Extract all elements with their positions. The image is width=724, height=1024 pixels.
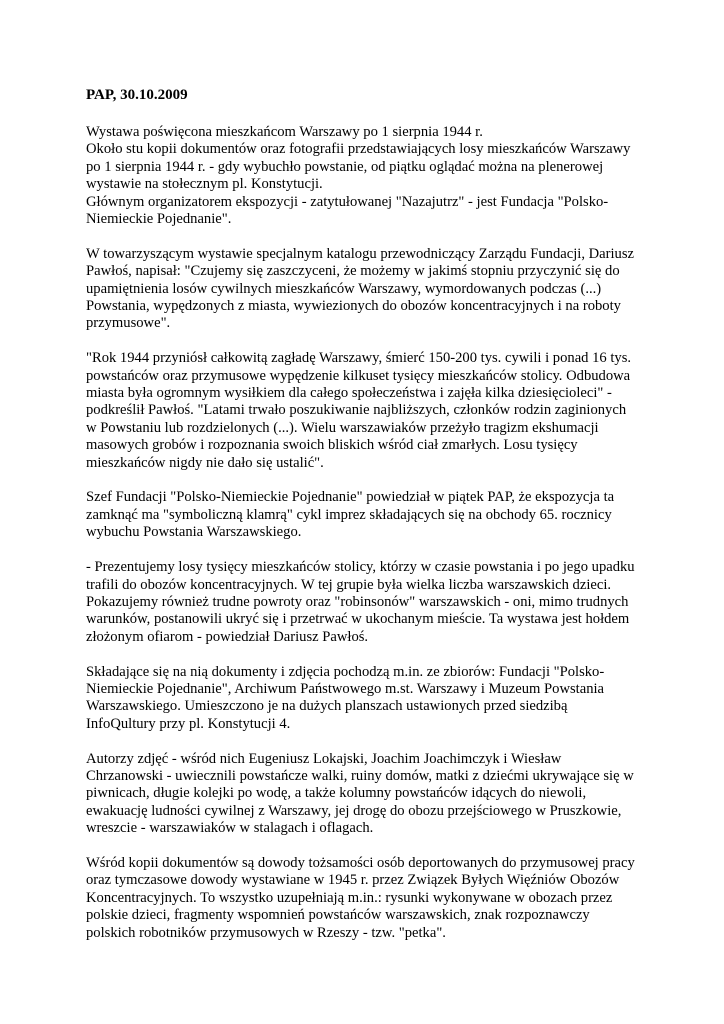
- paragraph: [86, 664, 646, 734]
- text-line: oraz tymczasowe dowody wystawiane w 1945 r. przez Związek Byłych Więźniów Obozów: [86, 872, 620, 889]
- text-line: powstańców oraz przymusowe wypędzenie kilkuset tysięcy mieszkańców stolicy. Odbudowa: [86, 367, 631, 384]
- text-line: polskich robotników przymusowych w Rzeszy - tzw. "petka".: [86, 924, 446, 941]
- text-line: Niemieckie Pojednanie".: [86, 211, 232, 228]
- document-header: PAP, 30.10.2009: [86, 87, 188, 103]
- text-line: warunków, postanowili ukryć się i przetrwać w ukochanym mieście. Ta wystawa jest hołdem: [86, 611, 630, 628]
- text-line: polskie dzieci, fragmenty wspomnień powstańców warszawskich, znak rozpoznawczy: [86, 907, 590, 924]
- text-line: trafili do obozów koncentracyjnych. W tej grupie była wielka liczba warszawskich dzieci.: [86, 576, 612, 593]
- text-line: zamknąć ma "symboliczną klamrą" cykl imprez składających się na obchody 65. rocznicy: [86, 506, 612, 523]
- paragraph: [86, 559, 646, 646]
- text-line: Głównym organizatorem ekspozycji - zatytułowanej "Nazajutrz" - jest Fundacja "Polsko-: [86, 193, 609, 210]
- text-line: Wystawa poświęcona mieszkańcom Warszawy po 1 sierpnia 1944 r.: [86, 124, 483, 140]
- text-line: Autorzy zdjęć - wśród nich Eugeniusz Lokajski, Joachim Joachimczyk i Wiesław: [86, 750, 562, 767]
- text-line: złożonym ofiarom - powiedział Dariusz Pawłoś.: [86, 628, 369, 645]
- text-line: masowych grobów i rozpoznania swoich bliskich wśród ciał zmarłych. Losu tysięcy: [86, 437, 578, 454]
- text-line: Około stu kopii dokumentów oraz fotografii przedstawiających losy mieszkańców Warszawy: [86, 141, 631, 158]
- text-line: przymusowe".: [86, 315, 171, 332]
- document-body: [86, 124, 646, 942]
- text-line: mieszkańców nigdy nie dało się ustalić".: [86, 454, 324, 471]
- text-line: Niemieckie Pojednanie", Archiwum Państwowego m.st. Warszawy i Muzeum Powstania: [86, 680, 605, 697]
- text-line: upamiętnienia losów cywilnych mieszkańców Warszawy, wymordowanych podczas (...): [86, 280, 602, 297]
- text-line: "Rok 1944 przyniósł całkowitą zagładę Warszawy, śmierć 150-200 tys. cywili i ponad 16 tys.: [86, 350, 632, 367]
- paragraph: [86, 246, 646, 333]
- text-line: - Prezentujemy losy tysięcy mieszkańców stolicy, którzy w czasie powstania i po jego upadku: [86, 559, 635, 576]
- text-line: piwnicach, długie kolejki po wodę, a także kolumny powstańców idących do niewoli,: [86, 785, 587, 802]
- text-line: W towarzyszącym wystawie specjalnym katalogu przewodniczący Zarządu Fundacji, Dariusz: [86, 245, 634, 262]
- text-line: Powstania, wypędzonych z miasta, wywiezionych do obozów koncentracyjnych i na roboty: [86, 298, 621, 315]
- text-line: wybuchu Powstania Warszawskiego.: [86, 524, 302, 541]
- paragraph: [86, 751, 646, 838]
- text-line: Wśród kopii dokumentów są dowody tożsamości osób deportowanych do przymusowej pracy: [86, 854, 635, 871]
- paragraph: [86, 855, 646, 942]
- text-line: wreszcie - warszawiaków w stalagach i oflagach.: [86, 820, 374, 837]
- text-line: Pawłoś, napisał: "Czujemy się zaszczyceni, że możemy w jakimś stopniu przyczynić się do: [86, 263, 620, 280]
- text-line: Chrzanowski - uwiecznili powstańcze walki, ruiny domów, matki z dziećmi ukrywające się w: [86, 767, 634, 784]
- text-line: po 1 sierpnia 1944 r. - gdy wybuchło powstanie, od piątku oglądać można na plenerowej: [86, 158, 604, 175]
- document-page: [86, 86, 646, 959]
- paragraph: [86, 489, 646, 541]
- text-line: Składające się na nią dokumenty i zdjęcia pochodzą m.in. ze zbiorów: Fundacji "Polsko-: [86, 663, 605, 680]
- text-line: Szef Fundacji "Polsko-Niemieckie Pojednanie" powiedział w piątek PAP, że ekspozycja ta: [86, 489, 615, 506]
- text-line: Pokazujemy również trudne powroty oraz "robinsonów" warszawskich - oni, mimo trudnych: [86, 593, 629, 610]
- paragraph: [86, 124, 646, 228]
- text-line: podkreślił Pawłoś. "Latami trwało poszukiwanie najbliższych, członków rodzin zaginionych: [86, 402, 627, 419]
- text-line: Koncentracyjnych. To wszystko uzupełniają m.in.: rysunki wykonywane w obozach przez: [86, 889, 613, 906]
- text-line: InfoQultury przy pl. Konstytucji 4.: [86, 715, 291, 732]
- paragraph: [86, 350, 646, 472]
- text-line: Warszawskiego. Umieszczono je na dużych planszach ustawionych przed siedzibą: [86, 698, 568, 715]
- text-line: miasta była ogromnym wysiłkiem dla całego społeczeństwa i zajęła kilka dziesięcioleci" -: [86, 385, 612, 402]
- text-line: w Powstaniu lub rozdzielonych (...). Wielu warszawiaków przeżyło tragizm ekshumacji: [86, 419, 599, 436]
- text-line: ewakuację ludności cywilnej z Warszawy, jej drogę do obozu przejściowego w Pruszkowie,: [86, 802, 622, 819]
- text-line: wystawie na stołecznym pl. Konstytucji.: [86, 176, 323, 193]
